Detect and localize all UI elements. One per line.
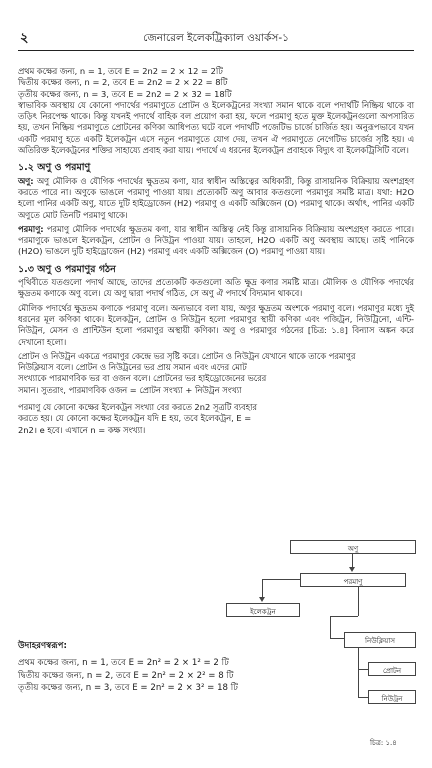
example-line-3: তৃতীয় কক্ষের জন্য, n = 3, তবে E = 2n² = 2 × 3² = 18 টি [18, 683, 238, 694]
diagram-box-poromanu: পরমাণু [300, 573, 406, 587]
arrow-down-icon [259, 597, 265, 602]
connector-line [358, 647, 359, 697]
nucleus-text-line-1: নিউক্লিয়াস বলে। প্রোটন ও নিউট্রনের ভর প্রায় সমান এবং এদের মোট [18, 362, 247, 373]
examples-block [18, 640, 318, 695]
nucleus-text-line-3: সমান। সুতরাং, পারমাণবিক ওজন = প্রোটন সংখ্যা + নিউট্রন সংখ্যা [18, 384, 242, 395]
connector-line [358, 669, 368, 670]
diagram-box-proton: প্রোটন [368, 662, 416, 676]
formula-text-line-3: 2n2। e হবে। এখানে n = কক্ষ সংখ্যা। [18, 424, 146, 435]
term-anu: অণু: [18, 175, 34, 186]
text-poromanu: পরমাণু মৌলিক পদার্থের ক্ষুদ্রতম কণা, যার স্বাধীন অস্তিত্ব নেই কিন্তু রাসায়নিক বিক্রিয়ায় অংশগ্রহণ করতে পারে। পরমাণুকে ভাঙলে ইলেকট্রন, প্রোটন ও নিউট্রন পাওয়া যায়। তাহলে, H2O একটি অণু অবস্থায় আছে। তাই পানিকে (H2O) ভাঙলে দুটি হাইড্রোজেন (H2) পরমাণু এবং একটি অক্সিজেন (O) পরমাণু পাওয়া যায়। [18, 223, 415, 257]
intro-line-2: দ্বিতীয় কক্ষের জন্য, n = 2, তবে E = 2n2 = 2 × 22 = 8টি [18, 77, 228, 88]
book-title: জেনারেল ইলেকট্রিক্যাল ওয়ার্কস-১ [143, 32, 289, 44]
connector-line [358, 697, 368, 698]
page-header [18, 26, 414, 51]
section-heading-1-3: ১.৩ অণু ও পরমাণুর গঠন [18, 263, 116, 275]
connector-line [262, 579, 300, 580]
page-number: ২ [20, 31, 29, 46]
example-line-2: দ্বিতীয় কক্ষের জন্য, n = 2, তবে E = 2n² = 2 × 2² = 8 টি [18, 670, 234, 681]
intro-line-1: প্রথম কক্ষের জন্য, n = 1, তবে E = 2n2 = 2 × 12 = 2টি [18, 66, 223, 76]
connector-line [262, 579, 263, 599]
paragraph-anu [18, 176, 414, 221]
diagram-box-nucleus: নিউক্লিয়াস [344, 632, 416, 648]
paragraph-structure-1: পৃথিবীতে যতগুলো পদার্থ আছে, তাদের প্রত্যেকটি কতগুলো অতি ক্ষুদ্র কণার সমষ্টি মাত্র। মৌলিক ও যৌগিক পদার্থের ক্ষুদ্রতম কণাকে অণু বলে। যে অণু দ্বারা পদার্থ গঠিত, সে অণু ঐ পদার্থে বিদ্যমান থাকবে। [18, 277, 414, 299]
example-line-1: প্রথম কক্ষের জন্য, n = 1, তবে E = 2n² = 2 × 1² = 2 টি [18, 657, 229, 668]
connector-line [358, 586, 359, 616]
paragraph-structure-3-line-1: প্রোটন ও নিউট্রন একত্রে পরমাণুর কেন্দ্রে ভর সৃষ্টি করে। প্রোটন ও নিউট্রন যেখানে থাকে তাকে পরমাণুর [18, 350, 356, 361]
term-poromanu: পরমাণু: [18, 223, 44, 234]
connector-line [330, 638, 344, 639]
formula-text-line-2: করতে হয়। যে কোনো কক্ষের ইলেকট্রন যদি E হয়, তবে ইলেকট্রন, E = [18, 413, 252, 424]
section-heading-1-2: ১.২ অণু ও পরমাণু [18, 162, 91, 174]
paragraph-structure-2: মৌলিক পদার্থের ক্ষুদ্রতম কণাকে পরমাণু বলে। অন্যভাবে বলা যায়, অণুর ক্ষুদ্রতম অংশকে পরমাণু বলে। পরমাণুর মধ্যে দুই ধরনের মূল কণিকা থাকে। ইলেকট্রন, প্রোটন ও নিউট্রন হলো পরমাণুর স্থায়ী কণিকা এবং পজিট্রন, নিউট্রিনো, এন্টি-নিউট্রন, মেসন ও প্রান্টিউন হলো পরমাণুর অস্থায়ী কণিকা। অণু ও পরমাণুর গঠনের [চিত্র: ১.৪] বিন্যাস অঙ্কন করে দেখানো হলো। [18, 302, 414, 347]
intro-line-3: তৃতীয় কক্ষের জন্য, n = 3, তবে E = 2n2 = 2 × 32 = 18টি [18, 88, 232, 99]
diagram-box-anu: অণু [290, 540, 416, 554]
paragraph-neutral-state: স্বাভাবিক অবস্থায় যে কোনো পদার্থের পরমাণুতে প্রোটন ও ইলেকট্রনের সংখ্যা সমান থাকে বলে পদার্থটি নিষ্ক্রিয় থাকে বা তড়িৎ নিরপেক্ষ থাকে। কিন্তু যখনই পদার্থে বাহিক বল প্রয়োগ করা হয়, ফলে পরমাণু হতে মুক্ত ইলেকট্রনগুলো অপসারিত হয়, তখন নিষ্ক্রিয় পরমাণুতে প্রোটনের কণিকা আধিপত্য ঘটে বলে পদার্থটি পজেটিভ চার্জে চার্জিত হয়। অনুরূপভাবে যখন একটি পরমাণু হতে একটি ইলেকট্রন এসে নতুন পরমাণুতে যোগ দেয়, তখন ঐ পরমাণুতে নেগেটিভ চার্জের সৃষ্টি হয়। এ অতিরিক্ত ইলেকট্রনের শক্তির সাহায্যে প্রবাহ করা যায়। পদার্থে এ ধরনের ইলেকট্রন প্রবাহকে বিদ্যুৎ বা ইলেকট্রিসিটি বলে। [18, 99, 414, 156]
diagram-box-neutron: নিউট্রন [368, 690, 416, 704]
connector-line [330, 616, 331, 638]
examples-heading: উদাহরণস্বরূপ: [18, 641, 67, 651]
connector-line [330, 616, 358, 617]
diagram-box-electron: ইলেকট্রন [226, 603, 300, 617]
formula-text-line-1: পরমাণু যে কোনো কক্ষের ইলেকট্রন সংখ্যা বের করতে 2n2 সূত্রটি ব্যবহার [18, 402, 257, 413]
arrow-down-icon [349, 567, 355, 572]
paragraph-structure-3-rest [18, 362, 280, 436]
page-body [18, 66, 414, 436]
paragraph-poromanu [18, 224, 414, 258]
nucleus-text-line-2: সংখ্যাকে পারমাণবিক ভর বা ওজন বলে। প্রোটনের ভর হাইড্রোজেনের ভরের [18, 373, 267, 384]
figure-caption: চিত্র: ১.৪ [370, 739, 397, 747]
text-anu: অণু মৌলিক ও যৌগিক পদার্থের ক্ষুদ্রতম কণা, যার স্বাধীন অস্তিত্বের অধিকারী, কিন্তু রাসায়নিক বিক্রিয়ায় অংশগ্রহণ করতে পারে না। অণুকে ভাঙলে পরমাণু পাওয়া যায়। প্রত্যেকটি অণু আবার কতগুলো পরমাণুর সমষ্টি মাত্র। যথা: H2O হলো পানির একটি অণু, যাতে দুটি হাইড্রোজেন (H2) পরমাণু ও একটি অক্সিজেন (O) পরমাণু থাকে। অর্থাৎ, পানির একটি অণুতে মোট তিনটি পরমাণু থাকে। [18, 175, 415, 220]
